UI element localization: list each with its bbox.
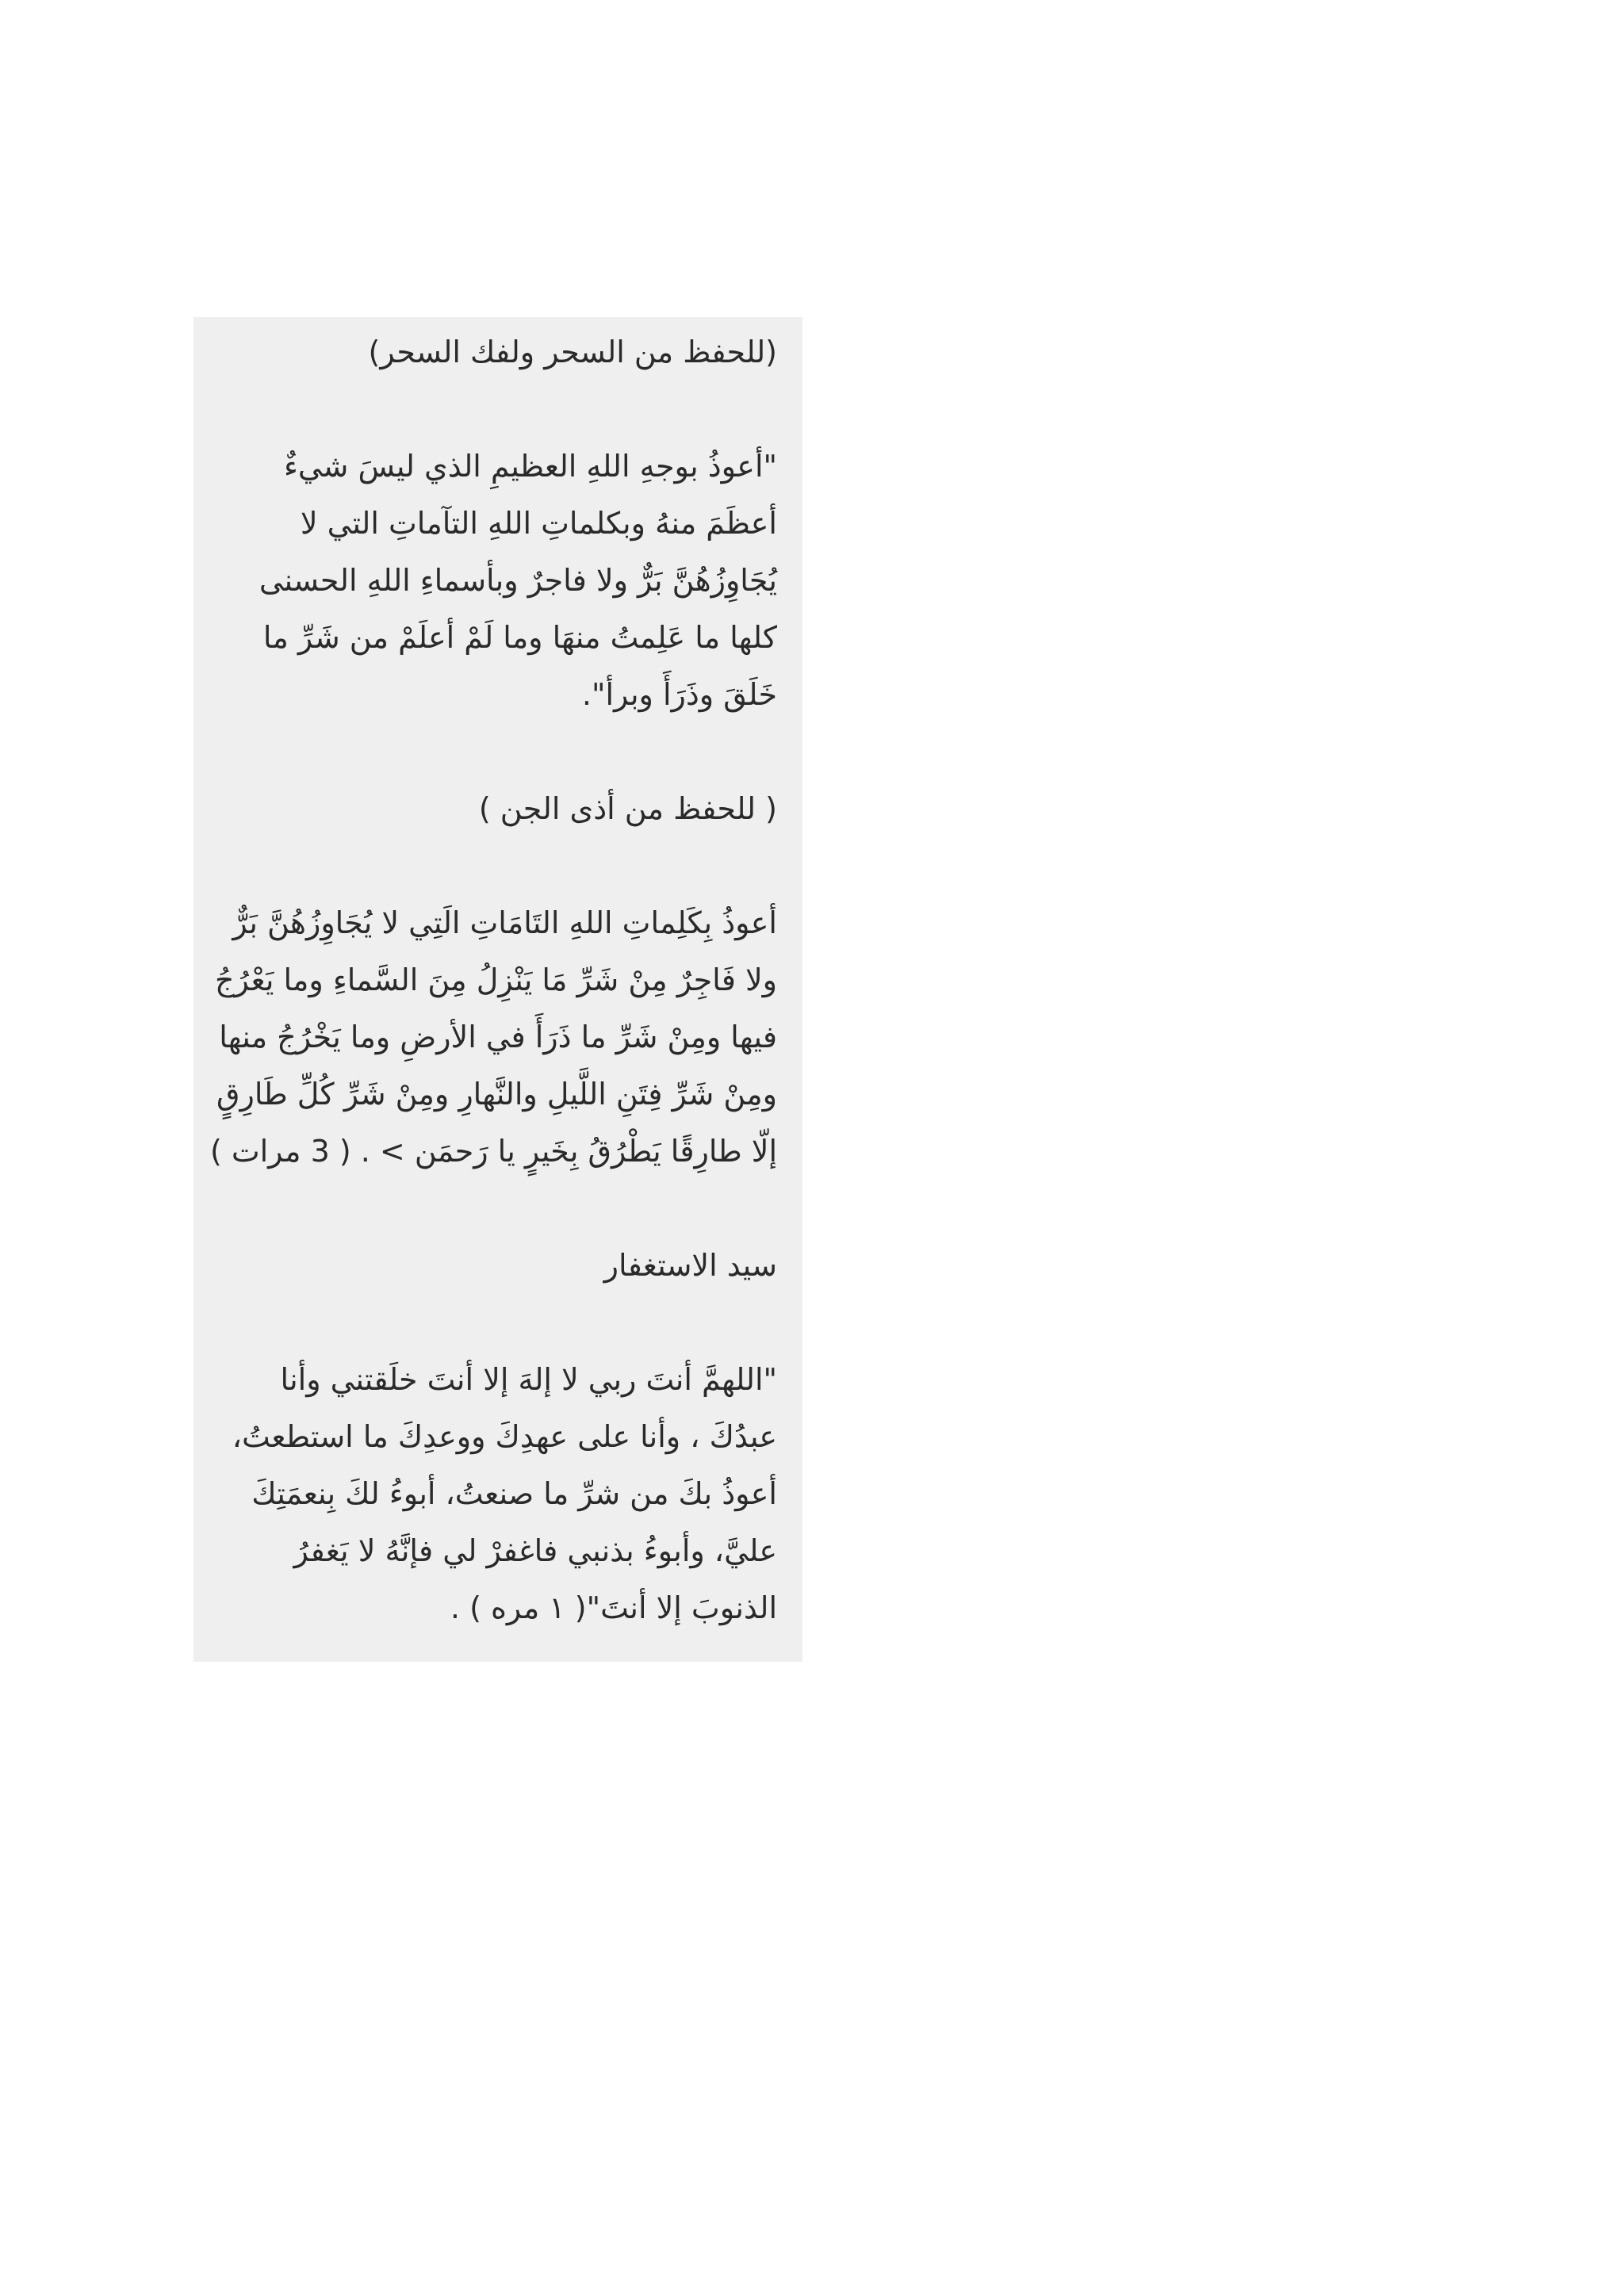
dua-text-sihr: "أعوذُ بوجهِ اللهِ العظيمِ الذي ليسَ شيءٌ أعظَمَ منهُ وبكلماتِ اللهِ التآماتِ التي لا يُجَاوِزُهُنَّ بَرٌّ ولا فاجرٌ وبأسماءِ اللهِ الحسنى كلها ما عَلِمتُ منهَا وما لَمْ أعلَمْ من شَرِّ ما خَلَقَ وذَرَأَ وبرأ". [259,449,777,712]
text-card [193,317,802,1662]
section-heading-jinn: ( للحفظ من أذى الجن ) [478,791,777,826]
spacer [209,723,777,780]
dua-text-jinn: أعوذُ بِكَلِماتِ اللهِ التَامَاتِ الَتِي لا يُجَاوِزُهُنَّ بَرٌّ ولا فَاجِرٌ مِنْ شَرِّ مَا يَنْزِلُ مِنَ السَّماءِ وما يَعْرُجُ فيها ومِنْ شَرِّ ما ذَرَأَ في الأرضِ وما يَخْرُجُ منها ومِنْ شَرِّ فِتَنِ اللَّيلِ والنَّهارِ ومِنْ شَرِّ كُلِّ طَارِقٍ إلّا طارِقًا يَطْرُقُ بِخَيرٍ يا رَحمَن > . ( 3 مرات ) [209,905,777,1169]
section-heading-sihr: (للحفظ من السحر ولفك السحر) [368,335,777,369]
spacer [209,381,777,438]
spacer [209,1180,777,1237]
spacer [209,1294,777,1351]
dua-text-istighfar: "اللهمَّ أنتَ ربي لا إلهَ إلا أنتَ خلَقتني وأنا عبدُكَ ، وأنا على عهدِكَ ووعدِكَ ما استطعتُ، أعوذُ بكَ من شرِّ ما صنعتُ، أبوءُ لكَ بِنعمَتِكَ عليَّ، وأبوءُ بذنبي فاغفرْ لي فإنَّهُ لا يَغفرُ الذنوبَ إلا أنتَ"( ١ مره ) . [232,1362,777,1625]
section-heading-istighfar: سيد الاستغفار [603,1248,777,1283]
spacer [209,837,777,894]
